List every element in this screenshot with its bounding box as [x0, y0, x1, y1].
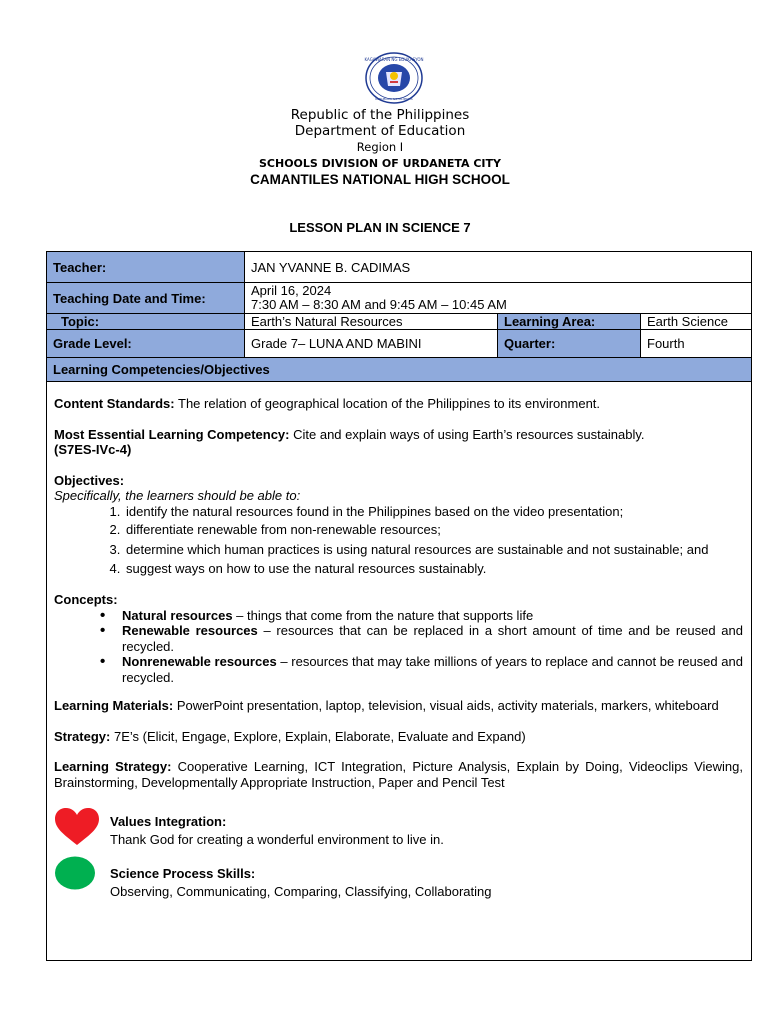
topic-label: Topic:: [47, 314, 245, 330]
lesson-plan-table: [46, 251, 752, 961]
values-integration: [54, 808, 743, 856]
time-value: 7:30 AM – 8:30 AM and 9:45 AM – 10:45 AM: [251, 297, 507, 312]
list-item: [122, 608, 743, 624]
list-item: 2. differentiate renewable from non-renewable resources;: [124, 522, 743, 538]
topic-value: Earth’s Natural Resources: [245, 314, 498, 330]
lesson-body-cell: [47, 382, 752, 961]
grade-value: Grade 7– LUNA AND MABINI: [245, 330, 498, 358]
strategy-text: 7E’s (Elicit, Engage, Explore, Explain, Elaborate, Evaluate and Expand): [110, 728, 526, 744]
skills-label: Science Process Skills:: [110, 866, 256, 881]
teacher-value: JAN YVANNE B. CADIMAS: [245, 252, 752, 283]
concept-definition: – things that come from the nature that supports life: [232, 607, 534, 623]
melc: [54, 427, 743, 443]
content-standards-text: The relation of geographical location of the Philippines to its environment.: [174, 396, 601, 411]
concept-definition: – resources that may take millions of years to replace and cannot be reused and recycled.: [122, 654, 743, 685]
date-label: Teaching Date and Time:: [47, 283, 245, 314]
seal-text: KAGAWARAN NG EDUKASYON: [364, 57, 424, 62]
science-process-skills: [54, 856, 743, 898]
concept-definition: – resources that can be replaced in a short amount of time and be reused and recycled.: [122, 623, 743, 654]
learning-area-value: Earth Science: [641, 314, 752, 330]
quarter-label: Quarter:: [498, 330, 641, 358]
objectives-intro: Specifically, the learners should be able to:: [54, 488, 301, 503]
teacher-label: Teacher:: [47, 252, 245, 283]
objectives-list: [54, 504, 743, 577]
learning-strategy-label: Learning Strategy:: [54, 759, 172, 774]
strategy: [54, 729, 743, 745]
skills-text: Observing, Communicating, Comparing, Classifying, Collaborating: [110, 883, 492, 899]
concept-term: Renewable resources: [122, 623, 258, 638]
list-item: 3. determine which human practices is using natural resources are sustainable and not sustainable; and: [124, 541, 743, 558]
date-value: April 16, 2024: [251, 283, 332, 298]
concept-term: Natural resources: [122, 607, 233, 623]
content-standards: [54, 396, 743, 412]
republic-line: Republic of the Philippines: [290, 107, 470, 123]
objectives-label: Objectives:: [54, 472, 125, 488]
concept-term: Nonrenewable resources: [122, 654, 277, 669]
lesson-content: [54, 396, 743, 898]
melc-text: Cite and explain ways of using Earth’s resources sustainably.: [289, 426, 645, 442]
concepts-label: Concepts:: [54, 592, 118, 607]
learning-strategy: [54, 759, 743, 790]
list-item: [122, 623, 743, 654]
quarter-value: Fourth: [641, 330, 752, 358]
concepts-list: [54, 608, 743, 686]
materials-label: Learning Materials:: [54, 698, 174, 713]
date-time-cell: [245, 283, 752, 314]
department-line: Department of Education: [294, 123, 466, 139]
division-line: SCHOOLS DIVISION OF URDANETA CITY: [259, 157, 501, 170]
melc-label: Most Essential Learning Competency:: [54, 426, 290, 442]
list-item: 1. identify the natural resources found in the Philippines based on the video presentation;: [124, 504, 743, 520]
deped-seal-icon: [364, 52, 424, 104]
grade-label: Grade Level:: [47, 330, 245, 358]
heart-icon: [54, 808, 100, 846]
seal-subtext: REPUBLIKA NG PILIPINAS: [375, 97, 413, 101]
document-title: LESSON PLAN IN SCIENCE 7: [289, 220, 471, 235]
materials-text: PowerPoint presentation, laptop, television, visual aids, activity materials, markers, whiteboard: [173, 698, 719, 713]
learning-strategy-text: Cooperative Learning, ICT Integration, Picture Analysis, Explain by Doing, Videoclips Viewing, Brainstorming, Developmentally Appropriate Instruction, Paper and Pencil Test: [54, 759, 743, 790]
region-line: Region I: [356, 140, 404, 154]
competencies-header: Learning Competencies/Objectives: [47, 358, 752, 382]
learning-materials: [54, 698, 743, 714]
learning-area-label: Learning Area:: [498, 314, 641, 330]
melc-code: (S7ES-IVc-4): [54, 442, 132, 457]
strategy-label: Strategy:: [54, 728, 111, 744]
values-label: Values Integration:: [110, 814, 227, 829]
list-item: [122, 654, 743, 685]
values-text: Thank God for creating a wonderful environment to live in.: [110, 831, 444, 847]
school-name: CAMANTILES NATIONAL HIGH SCHOOL: [250, 172, 510, 187]
green-circle-icon: [54, 856, 96, 890]
content-standards-label: Content Standards:: [54, 396, 175, 411]
list-item: 4. suggest ways on how to use the natural resources sustainably.: [124, 561, 743, 577]
